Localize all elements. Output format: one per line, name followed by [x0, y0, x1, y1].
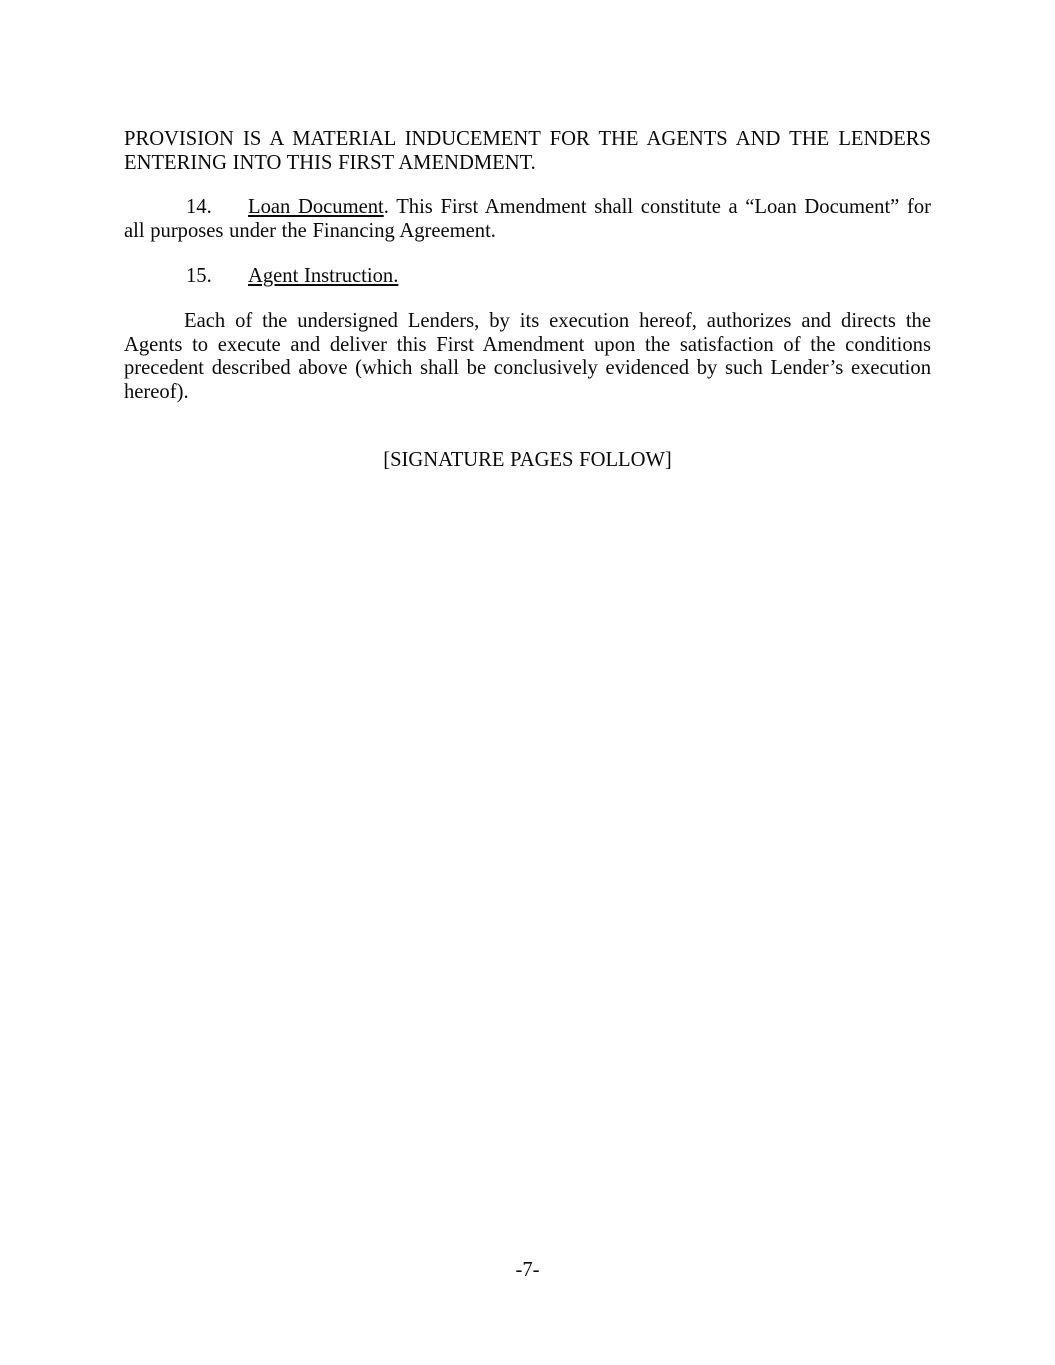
signature-pages-note: [SIGNATURE PAGES FOLLOW]	[383, 448, 672, 471]
section-14-number: 14.	[186, 195, 212, 218]
section-14-paragraph	[124, 196, 931, 244]
provision-clause-paragraph: PROVISION IS A MATERIAL INDUCEMENT FOR THE AGENTS AND THE LENDERS ENTERING INTO THIS FIRST AMENDMENT.	[124, 128, 931, 174]
page-content	[124, 128, 931, 472]
section-15-number: 15.	[186, 264, 212, 287]
section-14-heading: Loan Document	[248, 195, 384, 218]
section-14-body: . This First Amendment shall constitute a “Loan Document” for all purposes under the Financing Agreement.	[124, 195, 931, 242]
page-number: -7-	[515, 1259, 540, 1281]
section-15-paragraph	[124, 265, 931, 289]
agent-instruction-body-paragraph: Each of the undersigned Lenders, by its execution hereof, authorizes and directs the Agents to execute and deliver this First Amendment upon the satisfaction of the conditions precedent described above (which shall be conclusively evidenced by such Lender’s execution hereof).	[124, 309, 931, 404]
section-15-heading: Agent Instruction.	[248, 264, 399, 287]
